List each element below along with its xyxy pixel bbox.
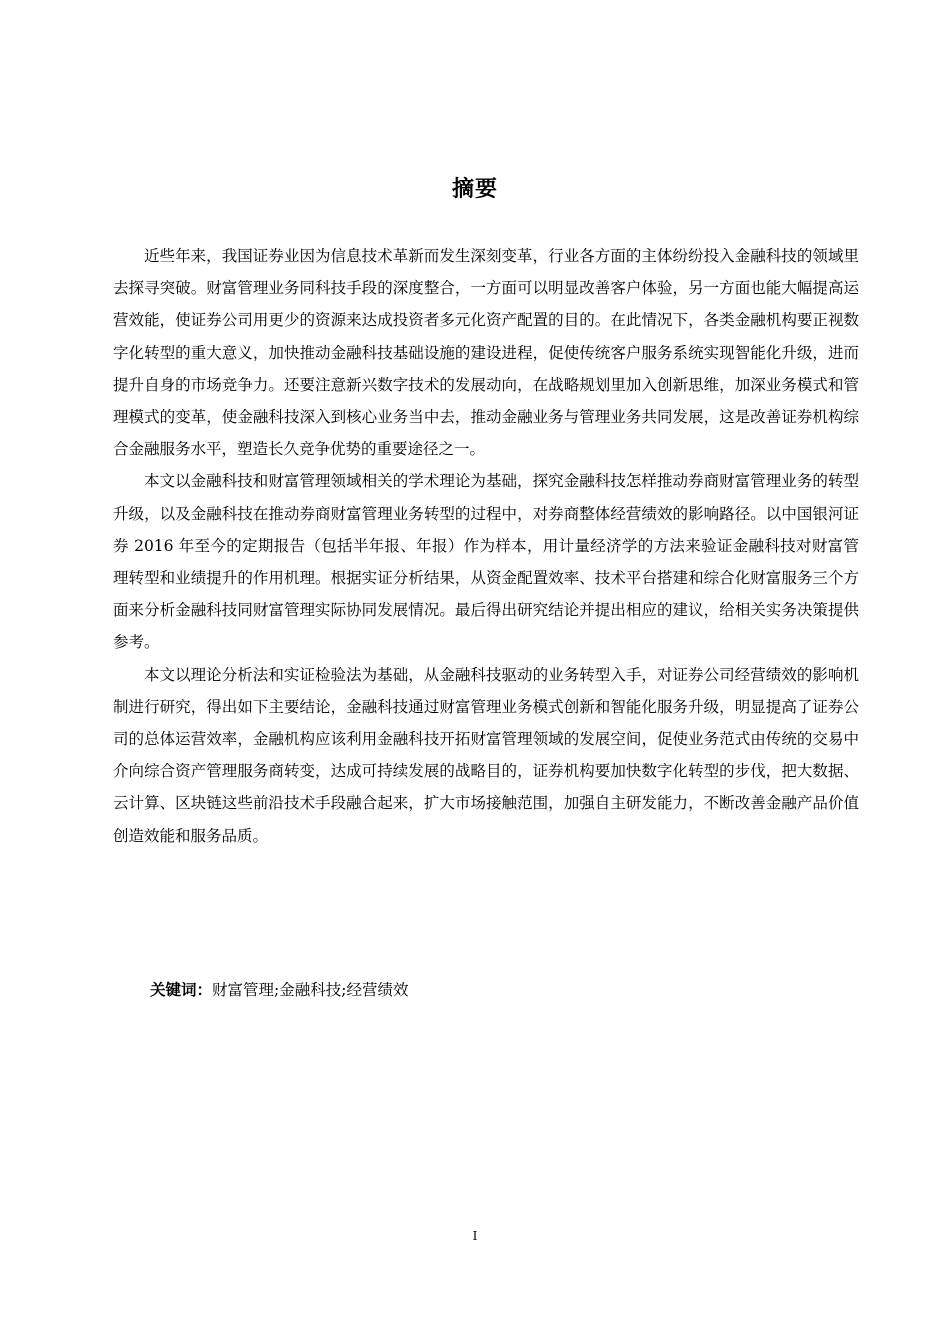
keywords-line [150, 975, 850, 1005]
abstract-paragraph-3: 本文以理论分析法和实证检验法为基础，从金融科技驱动的业务转型入手，对证券公司经营绩效的影响机制进行研究，得出如下主要结论，金融科技通过财富管理业务模式创新和智能化服务升级，明显提高了证券公司的总体运营效率，金融机构应该利用金融科技开拓财富管理领域的发展空间，促使业务范式由传统的交易中介向综合资产管理服务商转变，达成可持续发展的战略目的，证券机构要加快数字化转型的步伐，把大数据、云计算、区块链这些前沿技术手段融合起来，扩大市场接触范围，加强自主研发能力，不断改善金融产品价值创造效能和服务品质。 [113, 665, 859, 845]
abstract-paragraph-1: 近些年来，我国证券业因为信息技术革新而发生深刻变革，行业各方面的主体纷纷投入金融科技的领域里去探寻突破。财富管理业务同科技手段的深度整合，一方面可以明显改善客户体验，另一方面也能大幅提高运营效能，使证券公司用更少的资源来达成投资者多元化资产配置的目的。在此情况下，各类金融机构要正视数字化转型的重大意义，加快推动金融科技基础设施的建设进程，促使传统客户服务系统实现智能化升级，进而提升自身的市场竞争力。还要注意新兴数字技术的发展动向，在战略规划里加入创新思维，加深业务模式和管理模式的变革，使金融科技深入到核心业务当中去，推动金融业务与管理业务共同发展，这是改善证券机构综合金融服务水平，塑造长久竞争优势的重要途径之一。 [113, 247, 859, 459]
abstract-paragraph-2: 本文以金融科技和财富管理领域相关的学术理论为基础，探究金融科技怎样推动券商财富管理业务的转型升级，以及金融科技在推动券商财富管理业务转型的过程中，对券商整体经营绩效的影响路径。以中国银河证券 2016 年至今的定期报告（包括半年报、年报）作为样本，用计量经济学的方法来验证金融科技对财富管理转型和业绩提升的作用机理。根据实证分析结果，从资金配置效率、技术平台搭建和综合化财富服务三个方面来分析金融科技同财富管理实际协同发展情况。最后得出研究结论并提出相应的建议，给相关实务决策提供参考。 [113, 472, 859, 652]
keywords-label: 关键词： [150, 981, 213, 999]
page-title: 摘要 [451, 177, 498, 202]
page-number: I [472, 1229, 478, 1243]
keywords-value: 财富管理;金融科技;经营绩效 [212, 981, 409, 999]
abstract-body [113, 240, 859, 852]
